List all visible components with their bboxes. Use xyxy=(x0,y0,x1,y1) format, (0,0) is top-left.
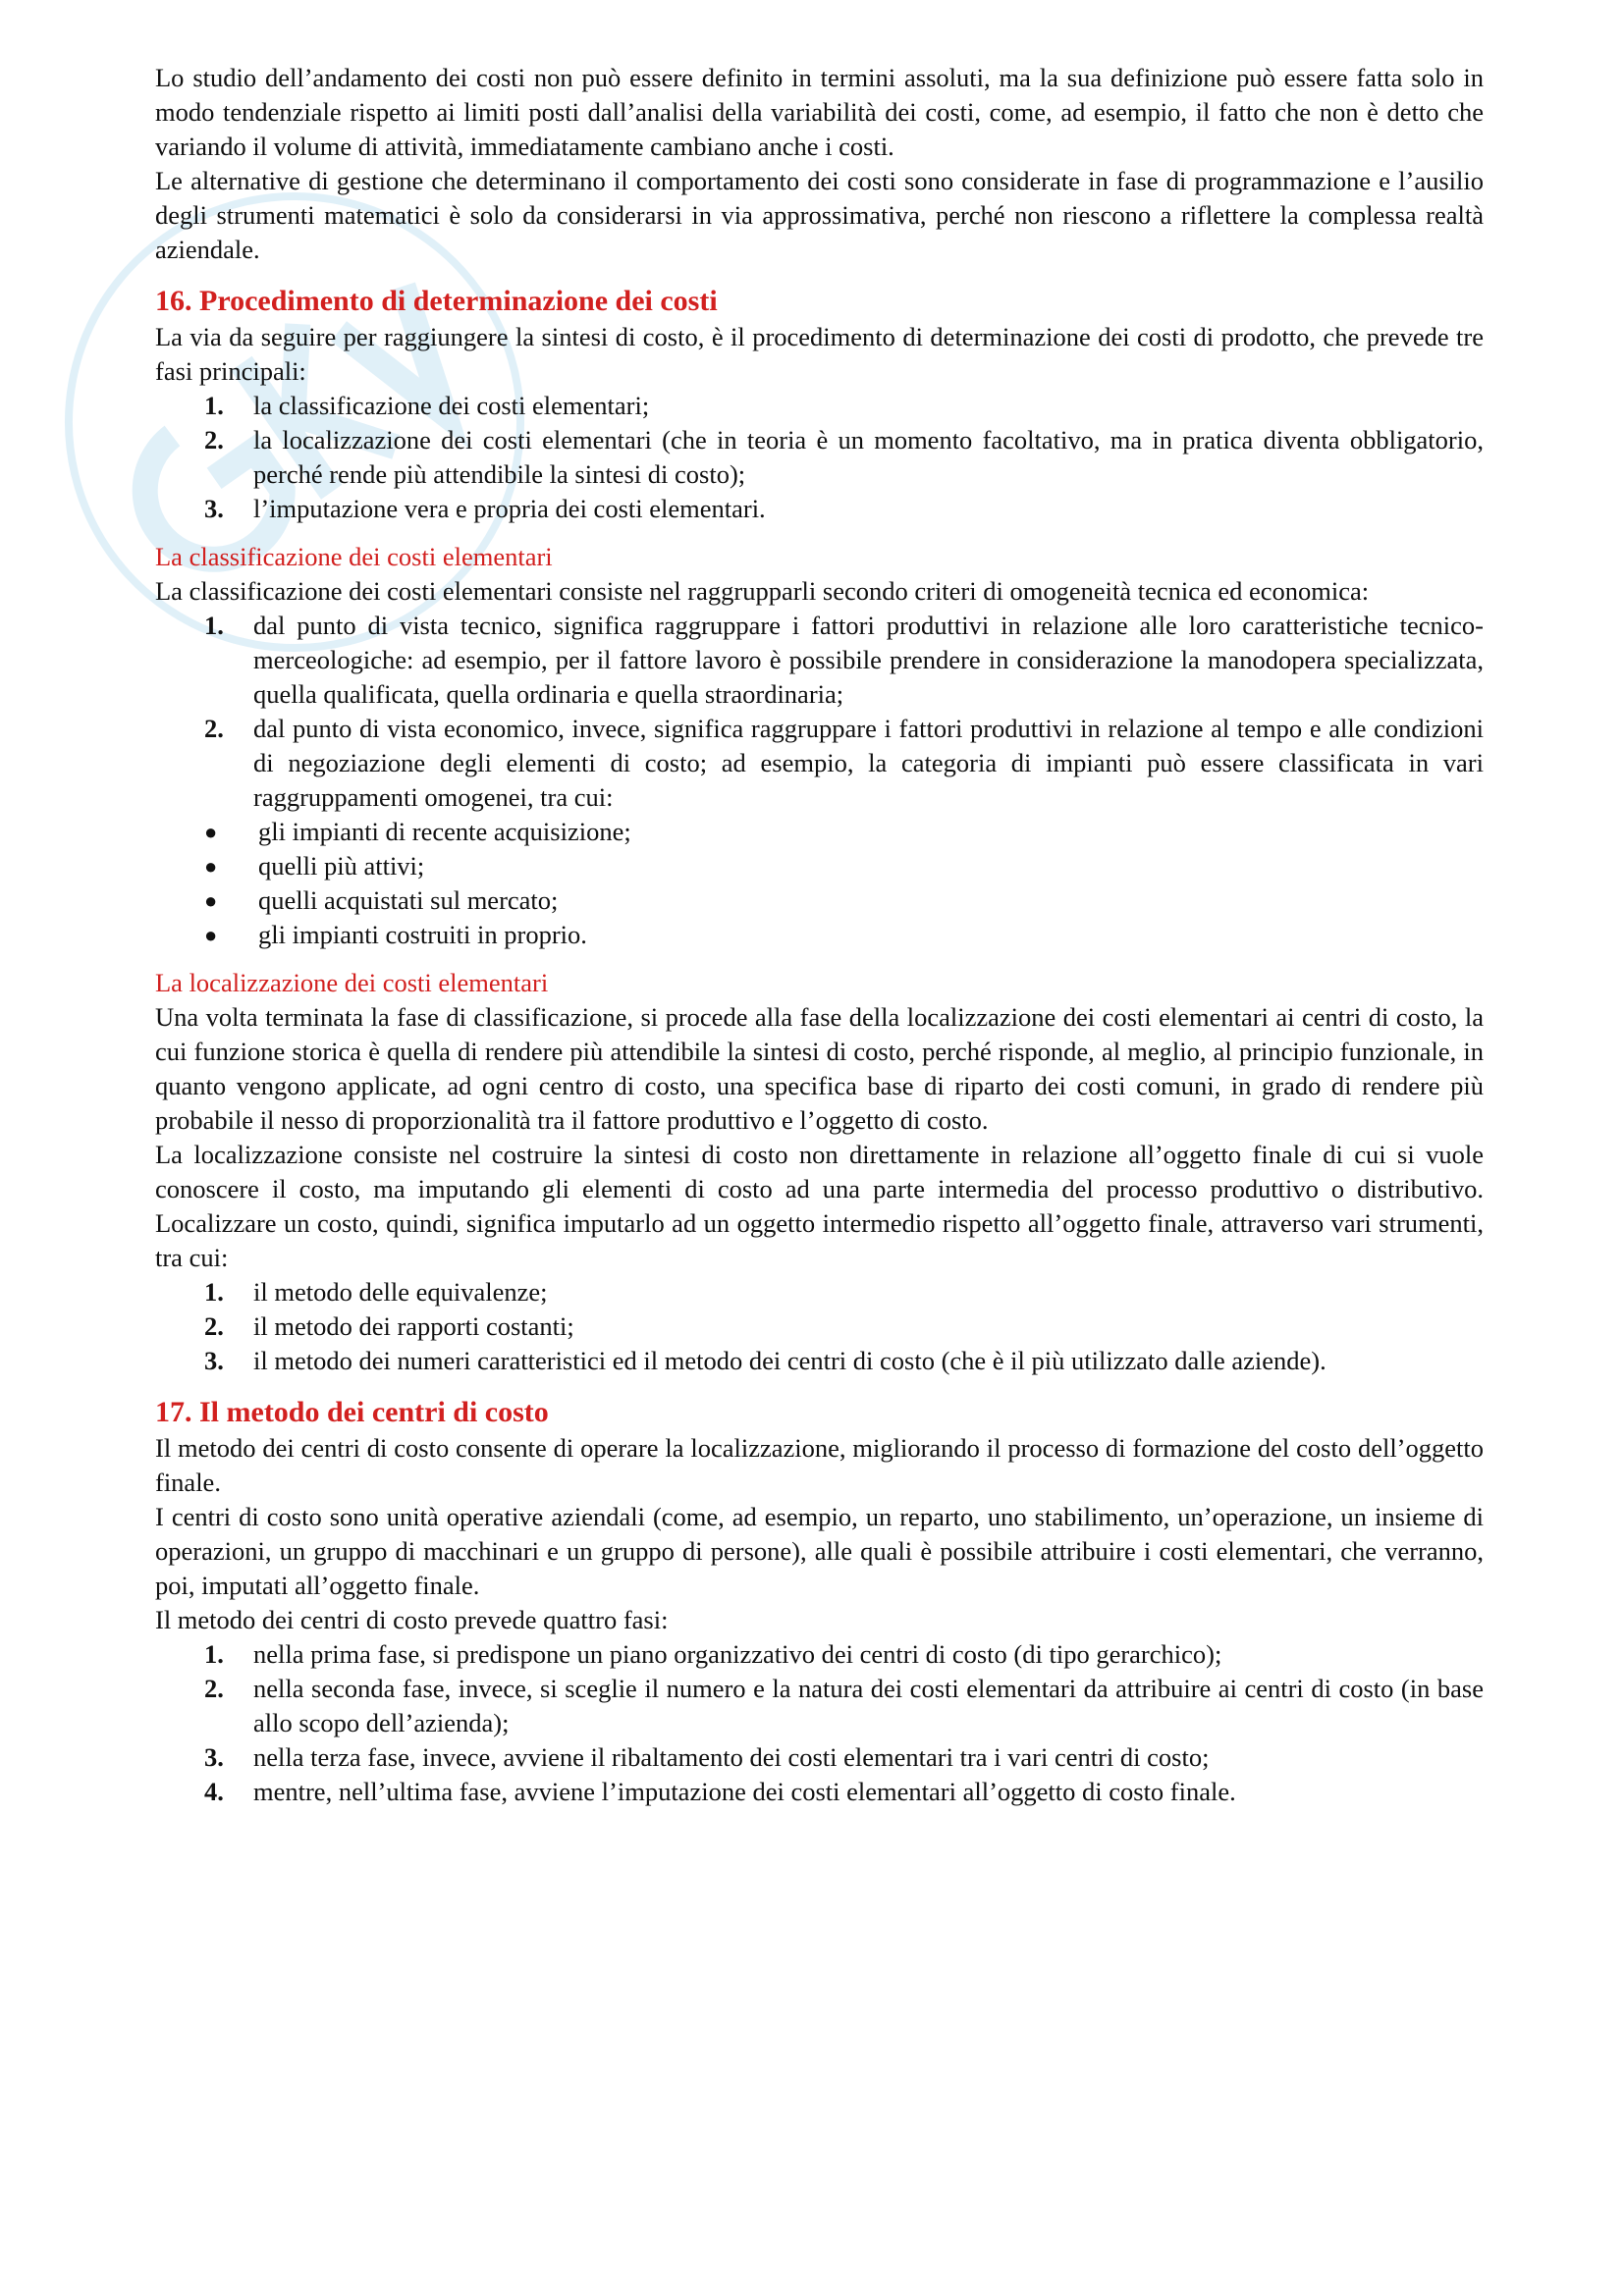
list-item: 1. dal punto di vista tecnico, significa raggruppare i fattori produttivi in relazione alle loro caratteristiche tecnico-merceologiche: ad esempio, per il fattore lavoro è possibile prendere in considerazione la manodopera specializzata, quella qualificata, quella ordinaria e quella straordinaria; xyxy=(204,611,1484,709)
localizzazione-paragraph-1: Una volta terminata la fase di classificazione, si procede alla fase della localizzazione dei costi elementari ai centri di costo, la cui funzione storica è quella di rendere più attendibile la sintesi di costo, perché risponde, al meglio, al principio funzionale, in quanto vengono applicate, ad ogni centro di costo, una specifica base di riparto dei costi comuni, in grado di rendere più probabile il nesso di proporzionalità tra il fattore produttivo e l’oggetto di costo. xyxy=(155,1002,1484,1135)
localizzazione-paragraph-2: La localizzazione consiste nel costruire la sintesi di costo non direttamente in relazione all’oggetto finale di cui si vuole conoscere il costo, ma imputando gli elementi di costo ad una parte intermedia del processo produttivo o distributivo. Localizzare un costo, quindi, significa imputarlo ad un oggetto intermedio rispetto all’oggetto finale, attraverso vari strumenti, tra cui: xyxy=(155,1140,1484,1272)
bullet-item: ● quelli acquistati sul mercato; xyxy=(155,883,1484,918)
impianti-bullet-list xyxy=(155,815,1484,952)
section-17-paragraph-3: Il metodo dei centri di costo prevede quattro fasi: xyxy=(155,1605,669,1634)
bullet-item: ● gli impianti costruiti in proprio. xyxy=(155,918,1484,952)
section-17-title: 17. Il metodo dei centri di costo xyxy=(155,1396,549,1428)
list-item: 4. mentre, nell’ultima fase, avviene l’imputazione dei costi elementari all’oggetto di costo finale. xyxy=(204,1777,1236,1806)
section-16-title: 16. Procedimento di determinazione dei costi xyxy=(155,285,718,317)
classificazione-title: La classificazione dei costi elementari xyxy=(155,542,553,571)
intro-paragraph-1: Lo studio dell’andamento dei costi non può essere definito in termini assoluti, ma la sua definizione può essere fatta solo in modo tendenziale rispetto ai limiti posti dall’analisi della variabilità dei costi, come, ad esempio, il fatto che non è detto che variando il volume di attività, immediatamente cambiano anche i costi. xyxy=(155,63,1484,161)
intro-paragraph-2: Le alternative di gestione che determinano il comportamento dei costi sono considerate in fase di programmazione e l’ausilio degli strumenti matematici è solo da considerarsi in via approssimativa, perché non riescono a riflettere la complessa realtà aziendale. xyxy=(155,166,1484,264)
section-17-paragraph-1: Il metodo dei centri di costo consente di operare la localizzazione, migliorando il processo di formazione del costo dell’oggetto finale. xyxy=(155,1433,1484,1497)
bullet-item: ● quelli più attivi; xyxy=(155,849,1484,883)
bullet-icon: ● xyxy=(204,888,218,913)
list-item: 2. nella seconda fase, invece, si sceglie il numero e la natura dei costi elementari da attribuire ai centri di costo (in base allo scopo dell’azienda); xyxy=(204,1674,1484,1737)
section-17-paragraph-2: I centri di costo sono unità operative aziendali (come, ad esempio, un reparto, uno stabilimento, un’operazione, un insieme di operazioni, un gruppo di macchinari e un gruppo di persone), alle quali è possibile attribuire i costi elementari, che verranno, poi, imputati all’oggetto finale. xyxy=(155,1502,1484,1600)
list-item: 1. nella prima fase, si predispone un piano organizzativo dei centri di costo (di tipo gerarchico); xyxy=(204,1639,1222,1669)
localizzazione-title: La localizzazione dei costi elementari xyxy=(155,968,549,997)
bullet-item: ● gli impianti di recente acquisizione; xyxy=(155,815,1484,849)
classificazione-intro: La classificazione dei costi elementari consiste nel raggrupparli secondo criteri di omogeneità tecnica ed economica: xyxy=(155,576,1370,606)
document-page xyxy=(155,61,1484,1809)
bullet-icon: ● xyxy=(204,923,218,947)
bullet-icon: ● xyxy=(204,854,218,879)
bullet-icon: ● xyxy=(204,820,218,844)
section-16-intro: La via da seguire per raggiungere la sintesi di costo, è il procedimento di determinazione dei costi di prodotto, che prevede tre fasi principali: xyxy=(155,322,1484,386)
list-item: 2. la localizzazione dei costi elementari (che in teoria è un momento facoltativo, ma in pratica diventa obbligatorio, perché rende più attendibile la sintesi di costo); xyxy=(204,425,1484,489)
localizzazione-list xyxy=(155,1275,1484,1378)
list-item: 3. il metodo dei numeri caratteristici ed il metodo dei centri di costo (che è il più utilizzato dalle aziende). xyxy=(204,1346,1326,1375)
list-item: 2. il metodo dei rapporti costanti; xyxy=(204,1311,574,1341)
section-17-list xyxy=(155,1637,1484,1809)
list-item: 1. la classificazione dei costi elementari; xyxy=(204,391,650,420)
list-item: 2. dal punto di vista economico, invece, significa raggruppare i fattori produttivi in relazione al tempo e alle condizioni di negoziazione degli elementi di costo; ad esempio, la categoria di impianti può essere classificata in vari raggruppamenti omogenei, tra cui: ● gli impianti di recente acquisizione; ● quelli più attivi; ● quelli acquistati sul mercato; ● gli impianti costruiti in proprio. xyxy=(155,712,1484,952)
list-item: 3. nella terza fase, invece, avviene il ribaltamento dei costi elementari tra i vari centri di costo; xyxy=(204,1742,1210,1772)
section-16-list xyxy=(155,389,1484,526)
list-item: 1. il metodo delle equivalenze; xyxy=(204,1277,548,1307)
classificazione-list xyxy=(155,609,1484,952)
list-item: 3. l’imputazione vera e propria dei costi elementari. xyxy=(204,494,766,523)
